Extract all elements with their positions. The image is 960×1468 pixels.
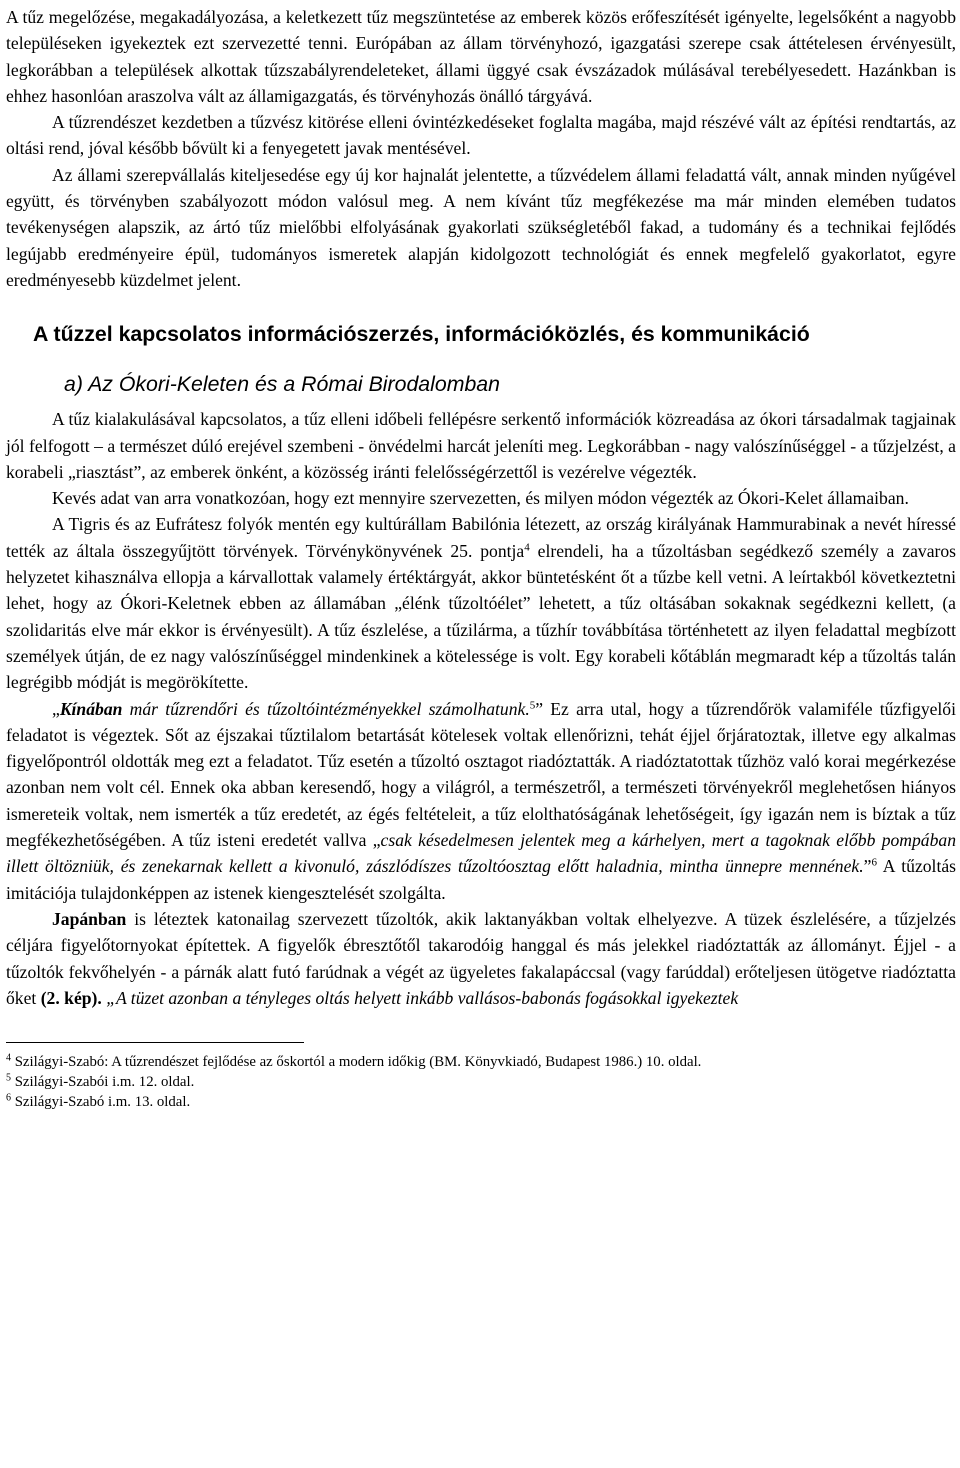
emphasis-china: Kínában [59,698,123,719]
paragraph-text: A Tigris és az Eufrátesz folyók mentén egy kultúrállam Babilónia létezett, az ország királyának Hammurabinak a nevét híressé tették az általa összegyűjtött törvények. Törvénykönyvének 25. pontja [6,514,956,561]
quoted-text: csak késedelmesen jelentek meg a kárhelyen, mert a tagoknak előbb pompában illett öltözniük, és zenekarnak kellett a kivonuló, zászlódíszes tűzoltóosztag előtt haladnia, mintha ünnepre mennének. [6,830,956,877]
intro-paragraph-2: A tűzrendészet kezdetben a tűzvész kitörése elleni óvintézkedéseket foglalta magába, majd részévé vált az építési rendtartás, az oltási rend, jóval később bővült ki a fenyegetett javak mentésével. [6,112,956,159]
footnote-number: 6 [6,1092,11,1104]
footnote-5 [6,1072,956,1092]
body-paragraph-4 [6,696,956,906]
quoted-text: „A tüzet azonban a tényleges oltás helyett inkább vallásos-babonás fogásokkal igyekeztek [101,987,739,1008]
section-heading: A tűzzel kapcsolatos információszerzés, információközlés, és kommunikáció [33,322,810,347]
intro-paragraph-3: Az állami szerepvállalás kiteljesedése egy új kor hajnalát jelentette, a tűzvédelem állami feladattá vált, annak minden nyűgével együtt, és törvényben szabályozott módon valósul meg. A nem kívánt tűz megfékezése ma már minden elemében tudatos tevékenységen alapszik, az ártó tűz mielőbbi elfolyásának gyakorlati szükségletéből fakad, a tudomány és a technikai fejlődés legújabb eredményeire épül, tudományos ismeretek alapján kidolgozott technológiát és ennek megfelelő gyakorlatot, egyre eredményesebb küzdelmet jelent. [6,164,956,290]
footnote-text: Szilágyi-Szabó: A tűzrendészet fejlődése az őskortól a modern időkig (BM. Könyvkiadó, Budapest 1986.) 10. oldal. [11,1054,702,1071]
footnote-number: 4 [6,1052,11,1064]
footnote-divider [6,1042,304,1043]
quoted-text: már tűzrendőri és tűzoltóintézményekkel számolhatunk. [122,698,530,719]
document-page [6,4,956,1112]
paragraph-text: elrendeli, ha a tűzoltásban segédkező személy a zavaros helyzetet kihasználva ellopja a kárvallottak valamely értéktárgyát, akkor büntetésként őt a tűzbe kell vetni. A leírtakból következtetni lehet, hogy az Ókori-Keletnek ebben az államában „élénk tűzoltóélet” lehetett, a tűz oltásában sokaknak segédkezni kellett, (a szolidaritás elve már ekkor is érvényesült). A tűz észlelése, a tűzilárma, a tűzhír továbbítása történhetett az ilyen feladattal megbízott személyek útján, de ez nagy valószínűséggel mindenkinek a kötelessége is volt. Egy korabeli kőtáblán megmaradt kép a tűzoltás talán legrégibb módját is megörökítette. [6,540,957,693]
quote-mark: ” [535,698,544,719]
footnote-number: 5 [6,1072,11,1084]
body-paragraph-5 [6,906,956,1011]
footnote-ref-5[interactable]: 5 [529,698,536,711]
body-paragraph-2: Kevés adat van arra vonatkozóan, hogy ezt mennyire szervezetten, és milyen módon végezték az Ókori-Kelet államaiban. [52,488,909,509]
footnote-ref-4[interactable]: 4 [524,541,530,554]
figure-reference: (2. kép). [40,987,102,1008]
quote-mark: „ [52,698,60,719]
emphasis-japan: Japánban [52,908,127,929]
intro-paragraph-1: A tűz megelőzése, megakadályozása, a keletkezett tűz megszüntetése az emberek közös erőfeszítését igényelte, legelsőként a nagyobb településeken igyekeztek ezt szervezetté tenni. Európában az állam törvényhozó, igazgatási szerepe csak áttételesen érvényesült, legkorábban a települések alkottak tűzszabályrendeleteket, állami üggyé csak évszázadok múlásával terebélyesedett. Hazánkban is ehhez hasonlóan araszolva vált az államigazgatás, és törvényhozás önálló tárgyává. [6,7,956,106]
footnote-ref-6[interactable]: 6 [871,856,877,869]
paragraph-text: A tűzoltás imitációja tulajdonképpen az istenek kiengesztelését szolgálta. [6,856,956,903]
footnote-4 [6,1052,956,1072]
body-paragraph-3 [6,511,956,695]
footnote-text: Szilágyi-Szabó i.m. 13. oldal. [11,1094,191,1111]
footnote-text: Szilágyi-Szabói i.m. 12. oldal. [11,1074,195,1091]
paragraph-text: Ez arra utal, hogy a tűzrendőrök valamiféle tűzfigyelői feladatot is végeztek. Sőt az éjszakai tűztilalom betartását kötelesek voltak ellenőrizni, tehát éjjel őrjáratoztak, illetve egy alkalmas figyelőpontról oldották meg ezt a feladatot. Tűz esetén a tűzoltó osztagot riadóztatták. A riadóztatottak tűzhöz való korai megérkezése azonban nem volt cél. Ennek oka abban keresendő, hogy a világról, a természetről, a természeti törvényekről meglehetősen hiányos ismereteik voltak, nem ismerték a tűz eredetét, az égés feltételeit, a tűz elolthatóságának lehetőségeit, így igazán nem is bíztak a tűz megfékezhetőségében. A tűz isteni eredetét vallva „ [6,698,956,851]
paragraph-text: is léteztek katonailag szervezett tűzoltók, akik laktanyákban voltak elhelyezve. A tüzek észlelésére, a tűzjelzés céljára figyelőtornyokat építettek. A figyelők ébresztőtől takarodóig hanggal és más jelekkel riadóztatták az állományt. Éjjel - a tűzoltók fekvőhelyén - a párnák alatt futó farúdnak a végét az ügyeletes fakalapáccsal (vagy farúddal) erőteljesen ütögetve riadóztatta őket [6,908,956,1008]
footnote-6 [6,1092,956,1112]
section-subheading: a) Az Ókori-Keleten és a Római Birodalomban [64,372,500,397]
quote-mark: ” [863,856,872,877]
body-paragraph-1: A tűz kialakulásával kapcsolatos, a tűz elleni időbeli fellépésre serkentő információk közreadása az ókori társadalmak tagjainak jól felfogott ‒ a természet dúló erejével szembeni - önvédelmi harcát jeleníti meg. Legkorábban - nagy valószínűséggel - a tűzjelzést, a korabeli „riasztást”, az emberek önként, a közösség iránti felelősségérzettől is vezérelve végezték. [6,409,956,482]
